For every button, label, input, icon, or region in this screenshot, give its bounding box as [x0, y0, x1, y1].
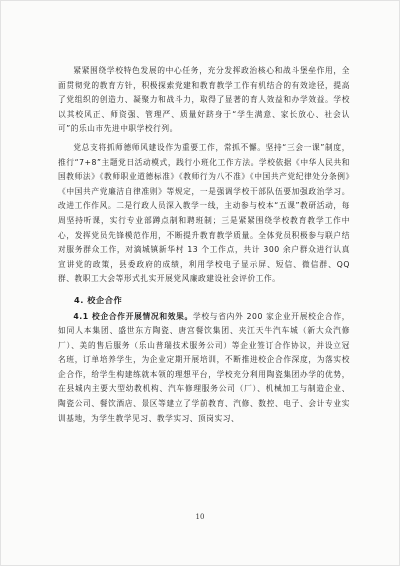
- page-body: [58, 64, 350, 428]
- paragraph-teacher-ethics: 党总支将抓师德师风建设作为重要工作，常抓不懈。坚持“三会一课”制度，推行“7+8”主题党日活动模式，践行小班化工作方法。学校依据《中华人民共和国教师法》《教师职业道德标准》《教师行为八不准》《中国共产党纪律处分条例》《中国共产党廉洁自律准则》等规定，一是强调学校干部队伍要加强政治学习。改进工作作风。二是行政人员深入教学一线，主动参与校本“五课”教研活动，每周坚持听课，实行专业部蹲点制和聘班制；三是紧紧围绕学校教育教学工作中心，发挥党员先锋模范作用，不断提升教育教学质量。全体党员积极参与联户结对服务群众工作，对滴城镇新华村 13 个工作点，共计 300 余户群众进行认真宣讲党的政策，县委政府的成绩，利用学校电子显示屏、短信、微信群、QQ 群、教职工大会等形式扎实开展党风廉政建设社会评价工作。: [58, 142, 350, 284]
- paragraph-party-role: 紧紧围绕学校特色发展的中心任务，充分发挥政治核心和战斗堡垒作用，全面贯彻党的教育方针，积极探索党建和教育教学工作有机结合的有效途径，提高了党组织的创造力、凝聚力和战斗力，取得了显著的育人效益和办学效益。学校以其校风正、师资强、管理严、质量好跻身于“学生满意、家长放心、社会认可”的乐山市先进中职学校行列。: [58, 66, 350, 134]
- subsection-text: 学校与省内外 200 家企业开展校企合作，如同人本集团、盛世东方陶瓷、唐宫餐饮集团、夹江天牛汽车城（新大众汽修厂）、美的售后服务（乐山普瑞技术服务公司）等企业签订合作协议，并设立冠名班，订单培养学生，为企业定期开展培训，不断推进校企合作深度，为落实校企合作，给学生构建练就本领的理想平台，学校充分利用陶瓷集团办学的优势，在县城内主要大型幼教机构、汽车修理服务公司（厂）、机械加工与制造企业、陶瓷公司、餐饮酒店、景区等建立了学前教育、汽修、数控、电子、会计专业实训基地，为学生教学见习、教学实习、顶岗实习、: [58, 311, 350, 423]
- paragraph-school-enterprise: [58, 310, 350, 427]
- subsection-lead: 4.1 校企合作开展情况和效果。: [73, 311, 193, 321]
- section-heading: 4. 校企合作: [74, 294, 123, 305]
- page-number: 10: [195, 513, 205, 521]
